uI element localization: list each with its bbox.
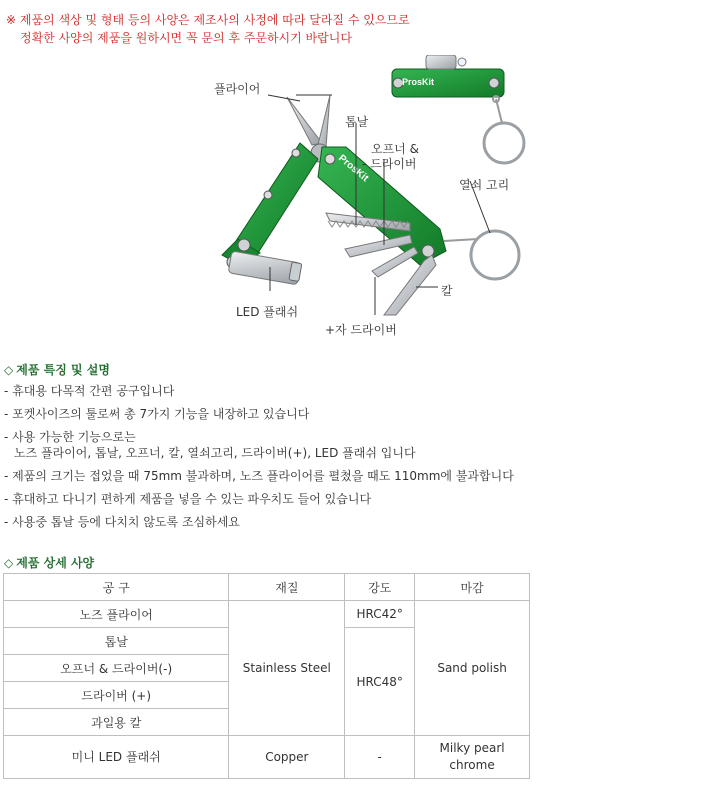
spec-table (3, 573, 530, 779)
feature-item: - 휴대용 다목적 간편 공구입니다 (4, 384, 175, 398)
spec-header-row (4, 574, 530, 601)
label-opener-2: - 드라이버 (362, 157, 417, 171)
label-pliers: 플라이어 (214, 82, 261, 96)
notice-line-1: ※ 제품의 색상 및 형태 등의 사양은 제조사의 사정에 따라 달라질 수 있으므로 (6, 13, 410, 27)
brand-text-folded: ProsKit (402, 77, 435, 87)
spec-header-finish: 마감 (415, 574, 530, 601)
feature-item: - 포켓사이즈의 툴로써 총 7가지 기능을 내장하고 있습니다 (4, 407, 310, 421)
feature-item: - 사용중 톱날 등에 다치치 않도록 조심하세요 (4, 515, 240, 529)
diamond-icon: ◇ (4, 363, 14, 377)
spec-header-tool: 공 구 (4, 574, 229, 601)
phillips-driver (372, 247, 418, 277)
product-figure (0, 55, 728, 355)
spec-tool: 드라이버 (+) (4, 682, 229, 709)
label-plus-driver: +자 드라이버 (325, 323, 397, 337)
feature-item: - 제품의 크기는 접었을 때 75mm 불과하며, 노즈 플라이어를 펼쳤을 때도 110mm에 불과합니다 (4, 469, 514, 483)
spec-tool: 과일용 칼 (4, 709, 229, 736)
spec-finish-chrome-line-1: Milky pearl (439, 741, 505, 755)
spec-hardness: - (345, 736, 415, 779)
spec-header-hardness: 강도 (345, 574, 415, 601)
spec-finish-sand: Sand polish (415, 601, 530, 736)
spec-row (4, 736, 530, 779)
spec-tool: 노즈 플라이어 (4, 601, 229, 628)
spec-hardness: HRC48° (345, 628, 415, 736)
label-opener-1: 오프너 & (371, 142, 419, 156)
spec-tool: 오프너 & 드라이버(-) (4, 655, 229, 682)
spec-material-steel: Stainless Steel (229, 601, 345, 736)
spec-finish-chrome (415, 736, 530, 779)
label-keyring: 열쇠 고리 (459, 178, 510, 192)
features-heading (4, 361, 110, 378)
spec-hardness: HRC42° (345, 601, 415, 628)
feature-item-sub: 노즈 플라이어, 톱날, 오프너, 칼, 열쇠고리, 드라이버(+), LED 플래쉬 입니다 (14, 446, 416, 460)
feature-item: - 휴대하고 다니기 편하게 제품을 넣을 수 있는 파우치도 들어 있습니다 (4, 492, 372, 506)
led-flashlight (228, 251, 302, 285)
label-led: LED 플래쉬 (236, 305, 299, 319)
notice (6, 11, 410, 47)
spec-finish-chrome-line-2: chrome (449, 758, 495, 772)
spec-heading (4, 554, 94, 571)
left-handle (222, 143, 318, 268)
brand-text-main: ProsKit (336, 152, 371, 185)
features-title: 제품 특징 및 설명 (16, 363, 110, 377)
spec-title: 제품 상세 사양 (16, 556, 95, 570)
spec-tool: 톱날 (4, 628, 229, 655)
key-ring (444, 231, 519, 279)
spec-header-material: 재질 (229, 574, 345, 601)
features-list (4, 383, 514, 537)
spec-row (4, 601, 530, 628)
label-knife: 칼 (441, 284, 453, 298)
spec-material-copper: Copper (229, 736, 345, 779)
spec-tool: 미니 LED 플래쉬 (4, 736, 229, 779)
diamond-icon: ◇ (4, 556, 14, 570)
notice-line-2: 정확한 사양의 제품을 원하시면 꼭 문의 후 주문하시기 바랍니다 (20, 31, 352, 45)
feature-item: - 사용 가능한 기능으로는 (4, 430, 136, 444)
multitool-illustration (0, 55, 728, 355)
label-saw: 톱날 (345, 115, 369, 129)
